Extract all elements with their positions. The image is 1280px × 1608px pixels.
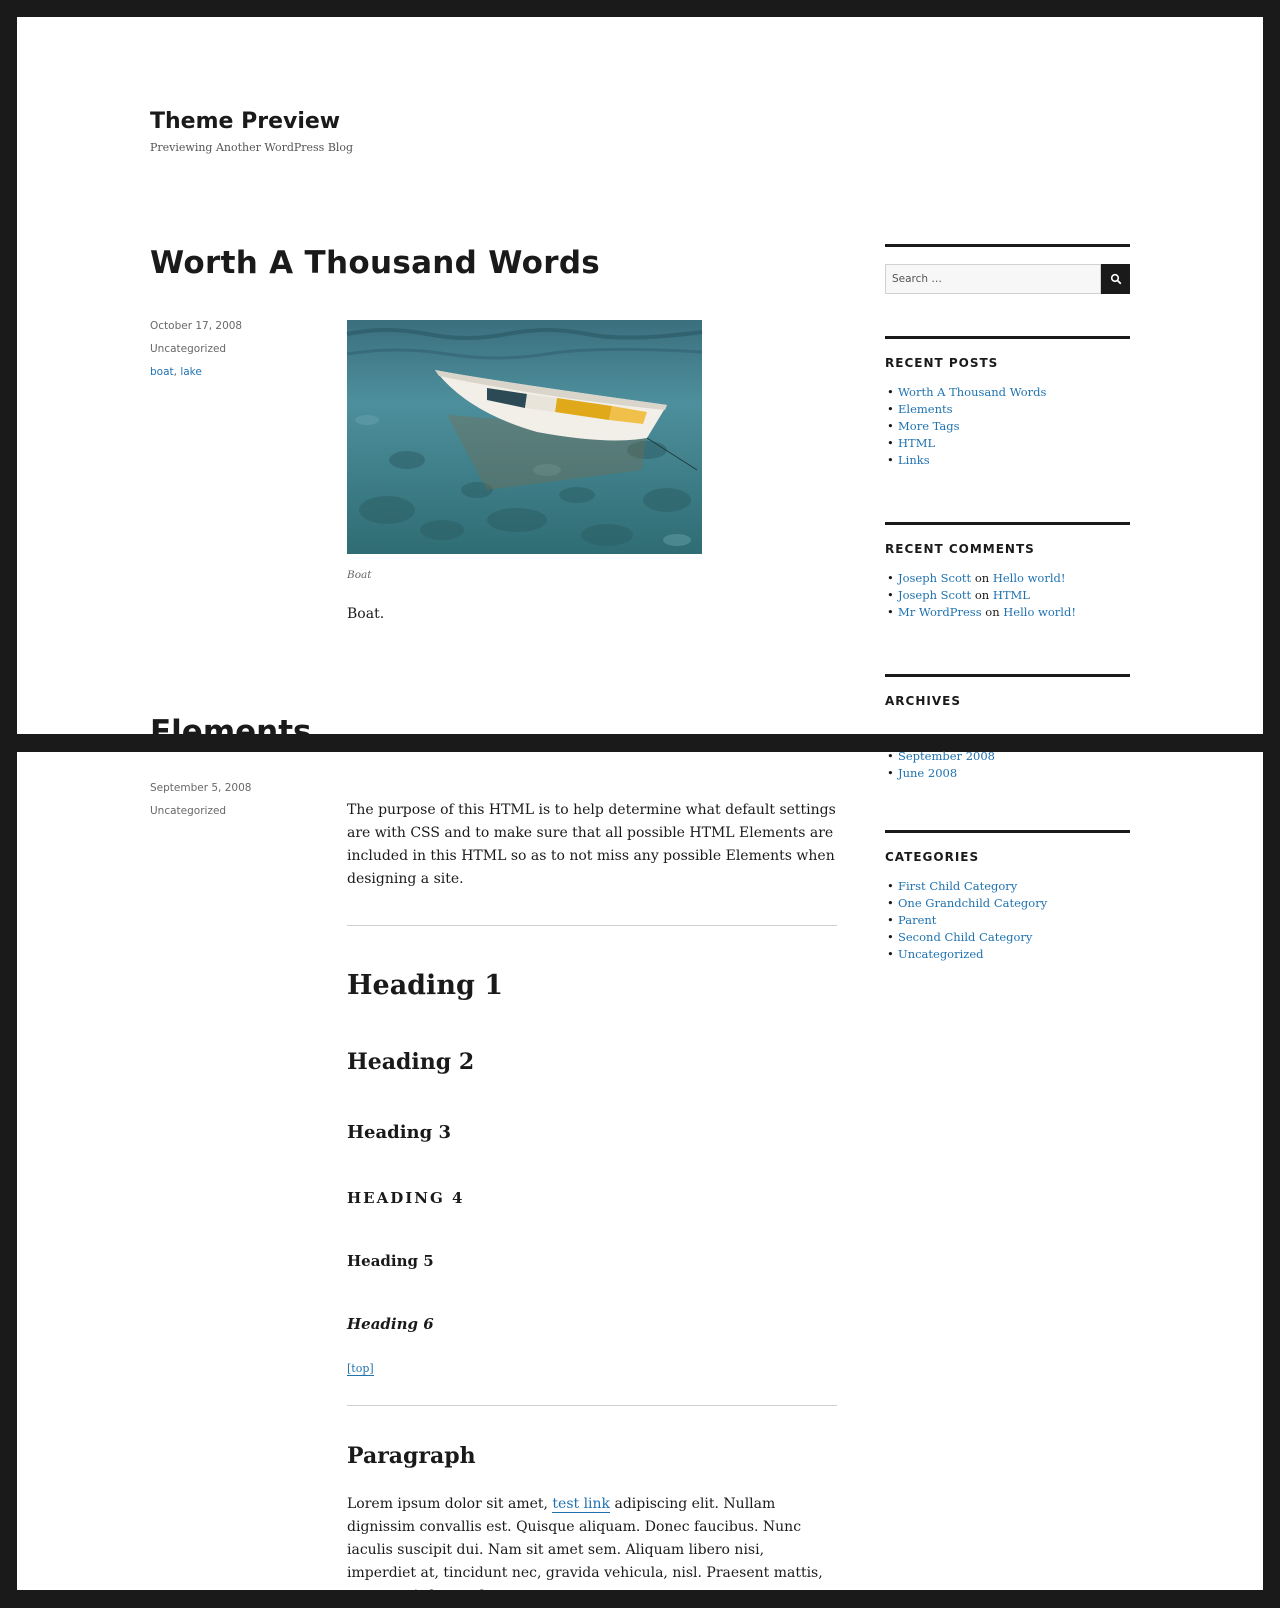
archives-list [885,748,1130,782]
comment-author-link[interactable]: Joseph Scott [898,571,972,585]
search-input[interactable] [885,264,1101,294]
categories-list [885,878,1130,963]
page-viewport-top [17,17,1263,750]
heading-2: Heading 2 [347,1049,475,1075]
recent-posts-list [885,384,1130,469]
category-link[interactable]: First Child Category [898,879,1018,893]
list-item [885,418,1130,435]
site-title-link[interactable]: Theme Preview [150,109,341,134]
widget-title: CATEGORIES [885,850,980,864]
archives-widget [885,674,1130,708]
recent-post-link[interactable]: More Tags [898,419,960,433]
search-form [885,264,1130,294]
list-item [885,587,1130,604]
list-item [885,946,1130,963]
divider [347,925,837,926]
recent-comments-list [885,570,1130,621]
archive-link[interactable]: June 2008 [898,766,958,780]
recent-post-link[interactable]: HTML [898,436,936,450]
comment-post-link[interactable]: Hello world! [1003,605,1076,619]
post-date[interactable]: September 5, 2008 [150,782,252,794]
heading-3: Heading 3 [347,1122,452,1143]
tag-link[interactable]: boat [150,366,174,378]
divider [347,1405,837,1406]
page-viewport-bottom [17,749,1263,1604]
widget-title: ARCHIVES [885,694,961,708]
list-item: • September 2008 [887,749,995,763]
list-item [885,895,1130,912]
paragraph-text-start: Lorem ipsum dolor sit amet, [347,1496,553,1512]
comment-post-link[interactable]: Hello world! [992,571,1066,585]
boat-image[interactable] [347,320,702,554]
list-item [885,384,1130,401]
recent-comments-widget [885,522,1130,621]
heading-5: Heading 5 [347,1252,434,1270]
category-link[interactable]: Parent [898,913,937,927]
post-category[interactable]: Uncategorized [150,343,227,355]
tag-link[interactable]: lake [180,366,202,378]
site-description: Previewing Another WordPress Blog [150,141,354,154]
recent-posts-widget [885,336,1130,469]
category-link[interactable]: Second Child Category [898,930,1033,944]
categories-widget [885,830,1130,963]
image-caption: Boat [347,569,372,581]
tag-separator: , [173,366,181,378]
list-item [885,878,1130,895]
paragraph-text [347,1493,837,1608]
on-word: on [974,571,990,585]
list-item [885,570,1130,587]
on-word: on [974,588,990,602]
list-item [885,912,1130,929]
heading-4: HEADING 4 [347,1189,465,1207]
top-link[interactable]: [top] [347,1362,374,1375]
category-link[interactable]: Uncategorized [898,947,984,961]
post-body: Boat. [347,606,385,622]
recent-post-link[interactable]: Worth A Thousand Words [898,385,1047,399]
search-button[interactable] [1101,264,1130,294]
widget-title: RECENT POSTS [885,356,999,370]
post-title-elements[interactable]: Elements [150,714,312,750]
post-title[interactable]: Worth A Thousand Words [150,245,601,281]
comment-author-link[interactable]: Mr WordPress [898,605,982,619]
recent-post-link[interactable]: Elements [898,402,953,416]
post-category[interactable]: Uncategorized [150,805,227,817]
post-intro: The purpose of this HTML is to help determine what default settings are with CSS and to make sure that all possible HTML Elements are included in this HTML so as to not miss any possible Elements when designing a site. [347,802,836,887]
heading-1: Heading 1 [347,970,504,1001]
comment-author-link[interactable]: Joseph Scott [898,588,972,602]
comment-post-link[interactable]: HTML [992,588,1030,602]
list-item [885,929,1130,946]
boat-photo-graphic [347,320,702,554]
archive-link[interactable]: September 2008 [898,749,995,763]
list-item [885,604,1130,621]
post-date[interactable]: October 17, 2008 [150,320,243,332]
test-link[interactable]: test link [552,1496,611,1512]
heading-6: Heading 6 [347,1315,434,1333]
recent-post-link[interactable]: Links [898,453,930,467]
list-item [885,401,1130,418]
on-word: on [985,605,1000,619]
list-item: • June 2008 [887,766,958,780]
paragraph-heading: Paragraph [347,1443,476,1469]
widget-title: RECENT COMMENTS [885,542,1035,556]
category-link[interactable]: One Grandchild Category [898,896,1048,910]
paragraph-text-end: adipiscing elit. Nullam dignissim convallis est. Quisque aliquam. Donec faucibus. Nunc iaculis suscipit dui. Nam sit amet sem. Aliquam libero nisi, imperdiet at, tincidunt nec, gravida vehicula, nisl. Praesent mattis, massa quis luctus fermentum, [347,1496,823,1604]
post-tags [150,366,202,378]
list-item [885,452,1130,469]
list-item [885,435,1130,452]
search-widget [885,244,1130,294]
search-icon [1110,273,1122,285]
site-title[interactable] [150,109,340,134]
